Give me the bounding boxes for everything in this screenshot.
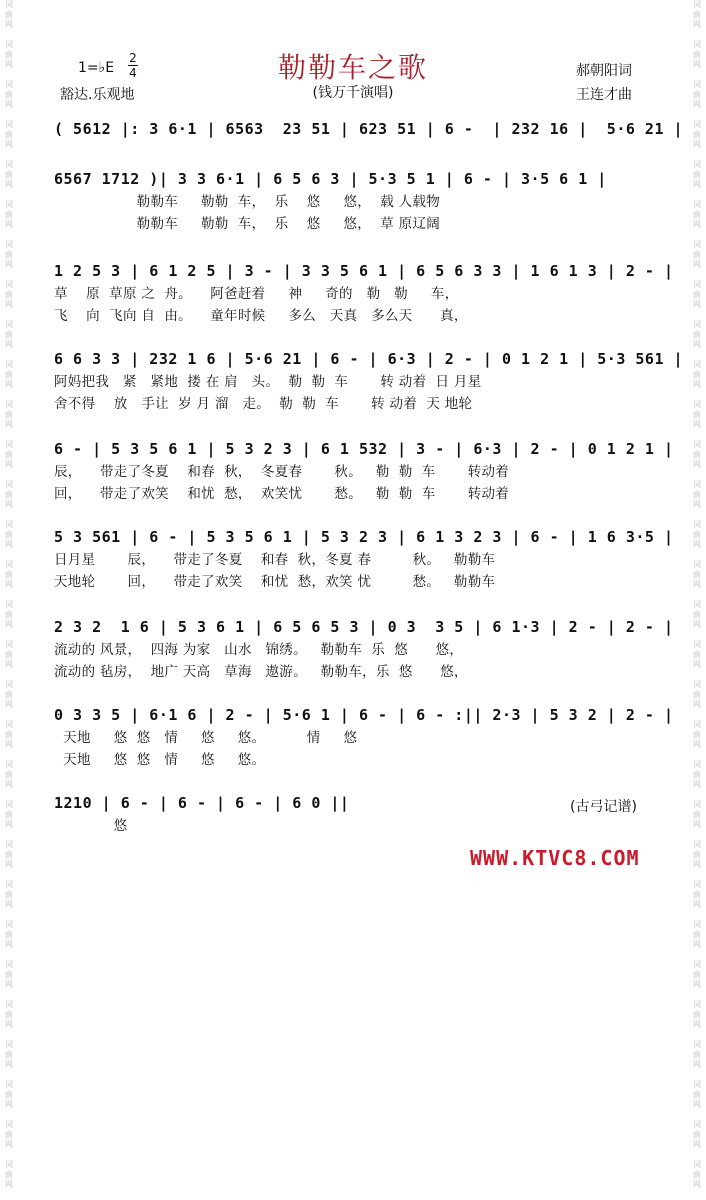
composer-credit: 王连才曲 bbox=[576, 87, 632, 103]
watermark-gap bbox=[2, 750, 16, 760]
watermark-gap bbox=[690, 470, 704, 480]
watermark-glyph: 曲 bbox=[693, 10, 701, 19]
watermark-gap bbox=[690, 710, 704, 720]
notation-text: 1210 | 6 - | 6 - | 6 - | 6 0 || bbox=[54, 794, 350, 812]
watermark-glyph: 网 bbox=[693, 1100, 701, 1109]
watermark-gap bbox=[2, 230, 16, 240]
watermark-glyph: 词 bbox=[693, 760, 701, 769]
watermark-glyph: 曲 bbox=[693, 530, 701, 539]
watermark-glyph: 词 bbox=[693, 480, 701, 489]
watermark-glyph: 网 bbox=[5, 60, 13, 69]
score-row bbox=[54, 436, 674, 505]
watermark-glyph: 网 bbox=[693, 940, 701, 949]
watermark-gap bbox=[690, 310, 704, 320]
watermark-glyph: 词 bbox=[5, 440, 13, 449]
watermark-glyph: 网 bbox=[5, 220, 13, 229]
watermark-glyph: 网 bbox=[693, 460, 701, 469]
watermark-gap bbox=[2, 430, 16, 440]
watermark-glyph: 曲 bbox=[693, 770, 701, 779]
notation-line bbox=[54, 346, 684, 371]
watermark-gap bbox=[2, 390, 16, 400]
watermark-glyph: 词 bbox=[693, 680, 701, 689]
notation-line bbox=[54, 166, 664, 191]
watermark-glyph: 词 bbox=[5, 880, 13, 889]
watermark-glyph: 网 bbox=[5, 620, 13, 629]
watermark-glyph: 词 bbox=[5, 320, 13, 329]
watermark-glyph: 词 bbox=[693, 1160, 701, 1169]
notation-line bbox=[54, 524, 674, 549]
watermark-glyph: 词 bbox=[693, 440, 701, 449]
watermark-glyph: 曲 bbox=[693, 90, 701, 99]
watermark-glyph: 网 bbox=[693, 1140, 701, 1149]
watermark-glyph: 曲 bbox=[693, 850, 701, 859]
watermark-glyph: 网 bbox=[5, 300, 13, 309]
watermark-gap bbox=[2, 510, 16, 520]
watermark-gap bbox=[690, 870, 704, 880]
lyric-line: 天地 悠 悠 情 悠 悠。 bbox=[54, 752, 266, 768]
notation-line bbox=[54, 258, 674, 283]
score-row bbox=[54, 614, 674, 683]
watermark-gap bbox=[690, 750, 704, 760]
watermark-glyph: 曲 bbox=[693, 370, 701, 379]
notation-line bbox=[54, 702, 674, 727]
watermark-glyph: 曲 bbox=[5, 250, 13, 259]
time-signature-bottom: 4 bbox=[129, 66, 137, 80]
watermark-gap bbox=[690, 230, 704, 240]
watermark-glyph: 词 bbox=[5, 920, 13, 929]
watermark-glyph: 词 bbox=[693, 1040, 701, 1049]
watermark-gap bbox=[690, 1030, 704, 1040]
transcriber-note: (古弓记谱) bbox=[570, 799, 637, 815]
watermark-glyph: 词 bbox=[5, 0, 13, 9]
watermark-glyph: 曲 bbox=[5, 330, 13, 339]
watermark-glyph: 词 bbox=[5, 720, 13, 729]
watermark-glyph: 曲 bbox=[5, 930, 13, 939]
website-watermark: WWW.KTVC8.COM bbox=[470, 846, 640, 870]
watermark-glyph: 曲 bbox=[5, 1010, 13, 1019]
watermark-gap bbox=[2, 1070, 16, 1080]
watermark-glyph: 曲 bbox=[693, 1050, 701, 1059]
watermark-gap bbox=[2, 590, 16, 600]
watermark-glyph: 网 bbox=[5, 1140, 13, 1149]
watermark-gap bbox=[690, 1150, 704, 1160]
watermark-gap bbox=[690, 350, 704, 360]
watermark-glyph: 词 bbox=[693, 720, 701, 729]
watermark-glyph: 网 bbox=[5, 540, 13, 549]
watermark-glyph: 网 bbox=[5, 580, 13, 589]
watermark-gap bbox=[2, 1110, 16, 1120]
watermark-glyph: 网 bbox=[693, 180, 701, 189]
watermark-glyph: 曲 bbox=[5, 490, 13, 499]
watermark-glyph: 网 bbox=[693, 820, 701, 829]
watermark-glyph: 网 bbox=[693, 1060, 701, 1069]
watermark-glyph: 词 bbox=[5, 640, 13, 649]
watermark-glyph: 词 bbox=[693, 200, 701, 209]
watermark-glyph: 词 bbox=[5, 1040, 13, 1049]
notation-text: 6 - | 5 3 5 6 1 | 5 3 2 3 | 6 1 532 | 3 - | 6·3 | 2 - | 0 1 2 1 | bbox=[54, 440, 674, 458]
watermark-glyph: 网 bbox=[5, 260, 13, 269]
watermark-gap bbox=[690, 950, 704, 960]
watermark-glyph: 曲 bbox=[693, 890, 701, 899]
watermark-gap bbox=[2, 630, 16, 640]
watermark-gap bbox=[2, 270, 16, 280]
watermark-gap bbox=[2, 990, 16, 1000]
watermark-glyph: 网 bbox=[693, 60, 701, 69]
watermark-glyph: 词 bbox=[693, 640, 701, 649]
watermark-glyph: 曲 bbox=[5, 50, 13, 59]
watermark-glyph: 网 bbox=[693, 620, 701, 629]
watermark-glyph: 网 bbox=[5, 980, 13, 989]
score-row bbox=[54, 116, 684, 141]
watermark-glyph: 曲 bbox=[5, 610, 13, 619]
watermark-glyph: 曲 bbox=[5, 770, 13, 779]
watermark-gap bbox=[690, 1190, 704, 1200]
watermark-gap bbox=[2, 830, 16, 840]
lyric-line: 辰， 带走了冬夏 和春 秋， 冬夏春 秋。 勒 勒 车 转动着 bbox=[54, 464, 510, 480]
watermark-glyph: 网 bbox=[693, 900, 701, 909]
notation-text: 1 2 5 3 | 6 1 2 5 | 3 - | 3 3 5 6 1 | 6 5 6 3 3 | 1 6 1 3 | 2 - | bbox=[54, 262, 674, 280]
watermark-glyph: 网 bbox=[693, 780, 701, 789]
watermark-gap bbox=[690, 550, 704, 560]
notation-text: 6 6 3 3 | 232 1 6 | 5·6 21 | 6 - | 6·3 | 2 - | 0 1 2 1 | 5·3 561 | bbox=[54, 350, 684, 368]
watermark-glyph: 曲 bbox=[5, 730, 13, 739]
watermark-glyph: 曲 bbox=[5, 1130, 13, 1139]
watermark-gap bbox=[690, 630, 704, 640]
score-row bbox=[54, 346, 684, 415]
notation-text: 6567 1712 )| 3 3 6·1 | 6 5 6 3 | 5·3 5 1 | 6 - | 3·5 6 1 | bbox=[54, 170, 607, 188]
watermark-glyph: 词 bbox=[693, 120, 701, 129]
watermark-glyph: 曲 bbox=[5, 530, 13, 539]
notation-line bbox=[54, 436, 674, 461]
watermark-glyph: 词 bbox=[693, 600, 701, 609]
watermark-glyph: 网 bbox=[5, 460, 13, 469]
watermark-gap bbox=[2, 310, 16, 320]
watermark-glyph: 网 bbox=[693, 500, 701, 509]
watermark-glyph: 曲 bbox=[693, 330, 701, 339]
watermark-glyph: 网 bbox=[693, 380, 701, 389]
watermark-gap bbox=[2, 790, 16, 800]
watermark-glyph: 词 bbox=[5, 1120, 13, 1129]
lyric-line: 天地 悠 悠 情 悠 悠。 情 悠 bbox=[54, 730, 358, 746]
watermark-glyph: 词 bbox=[5, 1160, 13, 1169]
watermark-glyph: 词 bbox=[5, 520, 13, 529]
lyric-line: 流动的 风景， 四海 为家 山水 锦绣。 勒勒车 乐 悠 悠， bbox=[54, 642, 464, 658]
lyric-line: 阿妈把我 紧 紧地 搂 在 肩 头。 勒 勒 车 转 动着 日 月星 bbox=[54, 374, 482, 390]
watermark-glyph: 词 bbox=[693, 800, 701, 809]
watermark-gap bbox=[690, 910, 704, 920]
lyric-line: 回， 带走了欢笑 和忧 愁， 欢笑忧 愁。 勒 勒 车 转动着 bbox=[54, 486, 510, 502]
watermark-glyph: 网 bbox=[5, 500, 13, 509]
watermark-glyph: 网 bbox=[5, 1180, 13, 1189]
watermark-glyph: 网 bbox=[693, 100, 701, 109]
watermark-glyph: 词 bbox=[5, 400, 13, 409]
watermark-glyph: 网 bbox=[5, 1020, 13, 1029]
notation-text: 5 3 561 | 6 - | 5 3 5 6 1 | 5 3 2 3 | 6 1 3 2 3 | 6 - | 1 6 3·5 | bbox=[54, 528, 674, 546]
watermark-gap bbox=[2, 910, 16, 920]
watermark-glyph: 曲 bbox=[693, 210, 701, 219]
watermark-glyph: 词 bbox=[5, 1000, 13, 1009]
key-signature: 1=♭E bbox=[78, 60, 115, 76]
watermark-glyph: 词 bbox=[693, 240, 701, 249]
watermark-glyph: 词 bbox=[693, 400, 701, 409]
watermark-gap bbox=[2, 190, 16, 200]
lyric-line: 日月星 辰， 带走了冬夏 和春 秋，冬夏 春 秋。 勒勒车 bbox=[54, 552, 496, 568]
watermark-glyph: 曲 bbox=[693, 130, 701, 139]
watermark-glyph: 网 bbox=[693, 660, 701, 669]
notation-text: 0 3 3 5 | 6·1 6 | 2 - | 5·6 1 | 6 - | 6 - :|| 2·3 | 5 3 2 | 2 - | bbox=[54, 706, 674, 724]
watermark-glyph: 曲 bbox=[693, 170, 701, 179]
notation-line bbox=[54, 116, 684, 141]
watermark-glyph: 网 bbox=[693, 540, 701, 549]
lyric-line: 飞 向 飞向 自 由。 童年时候 多么 天真 多么天 真， bbox=[54, 308, 468, 324]
lyric-line: 悠 bbox=[54, 818, 128, 834]
watermark-glyph: 曲 bbox=[5, 450, 13, 459]
watermark-glyph: 曲 bbox=[693, 410, 701, 419]
watermark-glyph: 网 bbox=[693, 300, 701, 309]
lyricist-credit: 郝朝阳词 bbox=[576, 63, 632, 79]
watermark-glyph: 网 bbox=[693, 1180, 701, 1189]
lyric-line: 流动的 毡房， 地广 天高 草海 遨游。 勒勒车，乐 悠 悠， bbox=[54, 664, 468, 680]
watermark-glyph: 词 bbox=[5, 280, 13, 289]
watermark-gap bbox=[2, 950, 16, 960]
watermark-glyph: 网 bbox=[693, 140, 701, 149]
watermark-glyph: 曲 bbox=[693, 1130, 701, 1139]
watermark-glyph: 网 bbox=[693, 20, 701, 29]
watermark-glyph: 词 bbox=[5, 80, 13, 89]
lyric-line: 天地轮 回， 带走了欢笑 和忧 愁，欢笑 忧 愁。 勒勒车 bbox=[54, 574, 496, 590]
watermark-glyph: 词 bbox=[5, 240, 13, 249]
watermark-gap bbox=[2, 710, 16, 720]
lyric-line: 草 原 草原 之 舟。 阿爸赶着 神 奇的 勒 勒 车， bbox=[54, 286, 459, 302]
watermark-glyph: 曲 bbox=[5, 10, 13, 19]
watermark-glyph: 词 bbox=[693, 1120, 701, 1129]
time-signature-top: 2 bbox=[129, 51, 137, 65]
watermark-glyph: 词 bbox=[5, 560, 13, 569]
watermark-glyph: 网 bbox=[5, 380, 13, 389]
watermark-gap bbox=[690, 990, 704, 1000]
watermark-glyph: 网 bbox=[693, 860, 701, 869]
watermark-gap bbox=[690, 30, 704, 40]
watermark-glyph: 曲 bbox=[693, 1090, 701, 1099]
watermark-glyph: 曲 bbox=[693, 610, 701, 619]
watermark-glyph: 词 bbox=[5, 480, 13, 489]
watermark-glyph: 词 bbox=[693, 0, 701, 9]
watermark-glyph: 网 bbox=[5, 1060, 13, 1069]
watermark-gap bbox=[690, 110, 704, 120]
watermark-glyph: 网 bbox=[693, 260, 701, 269]
watermark-glyph: 网 bbox=[5, 940, 13, 949]
expression-marking: 豁达.乐观地 bbox=[60, 87, 135, 103]
watermark-glyph: 曲 bbox=[5, 370, 13, 379]
watermark-glyph: 网 bbox=[5, 780, 13, 789]
score-row bbox=[54, 258, 674, 327]
watermark-glyph: 词 bbox=[693, 1080, 701, 1089]
watermark-glyph: 曲 bbox=[5, 850, 13, 859]
watermark-glyph: 词 bbox=[693, 920, 701, 929]
watermark-glyph: 曲 bbox=[5, 1170, 13, 1179]
watermark-glyph: 曲 bbox=[5, 810, 13, 819]
watermark-glyph: 曲 bbox=[5, 970, 13, 979]
watermark-glyph: 词 bbox=[693, 320, 701, 329]
lyric-line: 勒勒车 勒勒 车， 乐 悠 悠， 草 原辽阔 bbox=[54, 216, 441, 232]
watermark-glyph: 网 bbox=[5, 820, 13, 829]
watermark-glyph: 词 bbox=[693, 880, 701, 889]
watermark-glyph: 曲 bbox=[693, 570, 701, 579]
watermark-glyph: 词 bbox=[5, 680, 13, 689]
watermark-glyph: 曲 bbox=[693, 730, 701, 739]
watermark-glyph: 网 bbox=[5, 660, 13, 669]
watermark-gap bbox=[2, 1190, 16, 1200]
watermark-glyph: 网 bbox=[5, 100, 13, 109]
watermark-gap bbox=[690, 670, 704, 680]
watermark-gap bbox=[2, 670, 16, 680]
time-signature bbox=[128, 52, 138, 79]
watermark-gap bbox=[690, 830, 704, 840]
watermark-glyph: 词 bbox=[5, 40, 13, 49]
watermark-glyph: 网 bbox=[693, 580, 701, 589]
watermark-gap bbox=[2, 470, 16, 480]
watermark-glyph: 曲 bbox=[5, 1050, 13, 1059]
watermark-glyph: 网 bbox=[5, 900, 13, 909]
watermark-glyph: 网 bbox=[693, 220, 701, 229]
score-row bbox=[54, 166, 664, 235]
watermark-glyph: 曲 bbox=[693, 290, 701, 299]
watermark-glyph: 曲 bbox=[693, 810, 701, 819]
watermark-glyph: 曲 bbox=[5, 290, 13, 299]
lyric-line: 勒勒车 勒勒 车， 乐 悠 悠， 载 人载物 bbox=[54, 194, 441, 210]
watermark-gap bbox=[690, 150, 704, 160]
watermark-glyph: 网 bbox=[5, 140, 13, 149]
watermark-glyph: 词 bbox=[693, 280, 701, 289]
watermark-glyph: 词 bbox=[5, 760, 13, 769]
watermark-glyph: 词 bbox=[693, 1000, 701, 1009]
watermark-glyph: 网 bbox=[5, 340, 13, 349]
watermark-gap bbox=[690, 270, 704, 280]
watermark-gap bbox=[2, 1030, 16, 1040]
watermark-glyph: 词 bbox=[693, 40, 701, 49]
watermark-glyph: 词 bbox=[693, 360, 701, 369]
watermark-glyph: 词 bbox=[5, 120, 13, 129]
watermark-glyph: 网 bbox=[5, 420, 13, 429]
watermark-gap bbox=[2, 1150, 16, 1160]
watermark-glyph: 网 bbox=[693, 700, 701, 709]
watermark-glyph: 词 bbox=[693, 560, 701, 569]
watermark-glyph: 词 bbox=[693, 80, 701, 89]
watermark-gap bbox=[2, 150, 16, 160]
watermark-glyph: 曲 bbox=[693, 930, 701, 939]
watermark-glyph: 曲 bbox=[5, 90, 13, 99]
watermark-glyph: 曲 bbox=[5, 130, 13, 139]
watermark-glyph: 词 bbox=[5, 160, 13, 169]
score-row bbox=[54, 524, 674, 593]
watermark-gap bbox=[2, 870, 16, 880]
watermark-glyph: 网 bbox=[693, 340, 701, 349]
watermark-gap bbox=[690, 590, 704, 600]
watermark-gap bbox=[690, 1110, 704, 1120]
watermark-glyph: 曲 bbox=[693, 650, 701, 659]
watermark-glyph: 曲 bbox=[693, 1170, 701, 1179]
watermark-glyph: 曲 bbox=[693, 50, 701, 59]
watermark-glyph: 曲 bbox=[693, 450, 701, 459]
watermark-gap bbox=[2, 110, 16, 120]
watermark-gap bbox=[2, 550, 16, 560]
watermark-glyph: 网 bbox=[693, 1020, 701, 1029]
watermark-glyph: 词 bbox=[693, 840, 701, 849]
watermark-glyph: 网 bbox=[5, 740, 13, 749]
watermark-glyph: 曲 bbox=[693, 1010, 701, 1019]
watermark-glyph: 曲 bbox=[5, 570, 13, 579]
watermark-glyph: 曲 bbox=[5, 890, 13, 899]
watermark-glyph: 曲 bbox=[693, 490, 701, 499]
watermark-gap bbox=[2, 30, 16, 40]
watermark-glyph: 词 bbox=[5, 1080, 13, 1089]
watermark-strip-right bbox=[690, 0, 704, 1189]
watermark-glyph: 词 bbox=[5, 800, 13, 809]
watermark-glyph: 词 bbox=[5, 600, 13, 609]
song-title: 勒勒车之歌 bbox=[277, 51, 428, 84]
watermark-glyph: 网 bbox=[5, 20, 13, 29]
watermark-glyph: 词 bbox=[5, 840, 13, 849]
watermark-glyph: 词 bbox=[5, 960, 13, 969]
watermark-glyph: 网 bbox=[5, 700, 13, 709]
watermark-glyph: 词 bbox=[5, 200, 13, 209]
lyric-line: 舍不得 放 手让 岁 月 溜 走。 勒 勒 车 转 动着 天 地轮 bbox=[54, 396, 473, 412]
performer-subtitle: (钱万千演唱) bbox=[312, 85, 394, 101]
watermark-glyph: 曲 bbox=[693, 970, 701, 979]
notation-text: 2 3 2 1 6 | 5 3 6 1 | 6 5 6 5 3 | 0 3 3 5 | 6 1·3 | 2 - | 2 - | bbox=[54, 618, 674, 636]
watermark-glyph: 词 bbox=[5, 360, 13, 369]
watermark-gap bbox=[2, 350, 16, 360]
watermark-glyph: 网 bbox=[5, 180, 13, 189]
watermark-gap bbox=[690, 390, 704, 400]
watermark-glyph: 词 bbox=[693, 520, 701, 529]
watermark-glyph: 曲 bbox=[5, 1090, 13, 1099]
watermark-glyph: 网 bbox=[5, 1100, 13, 1109]
watermark-gap bbox=[690, 790, 704, 800]
watermark-gap bbox=[690, 1070, 704, 1080]
watermark-glyph: 网 bbox=[693, 420, 701, 429]
watermark-glyph: 网 bbox=[693, 740, 701, 749]
watermark-glyph: 曲 bbox=[5, 650, 13, 659]
watermark-glyph: 曲 bbox=[693, 690, 701, 699]
watermark-gap bbox=[690, 190, 704, 200]
watermark-glyph: 词 bbox=[693, 960, 701, 969]
watermark-glyph: 曲 bbox=[5, 210, 13, 219]
watermark-gap bbox=[690, 510, 704, 520]
watermark-glyph: 网 bbox=[5, 860, 13, 869]
watermark-glyph: 曲 bbox=[5, 410, 13, 419]
watermark-gap bbox=[690, 430, 704, 440]
watermark-glyph: 网 bbox=[693, 980, 701, 989]
notation-text: ( 5612 |: 3 6·1 | 6563 23 51 | 623 51 | 6 - | 232 16 | 5·6 21 | bbox=[54, 120, 684, 138]
watermark-glyph: 曲 bbox=[693, 250, 701, 259]
watermark-glyph: 词 bbox=[693, 160, 701, 169]
notation-line bbox=[54, 614, 674, 639]
watermark-strip-left bbox=[2, 0, 16, 1189]
watermark-glyph: 曲 bbox=[5, 170, 13, 179]
watermark-glyph: 曲 bbox=[5, 690, 13, 699]
score-row bbox=[54, 702, 674, 771]
